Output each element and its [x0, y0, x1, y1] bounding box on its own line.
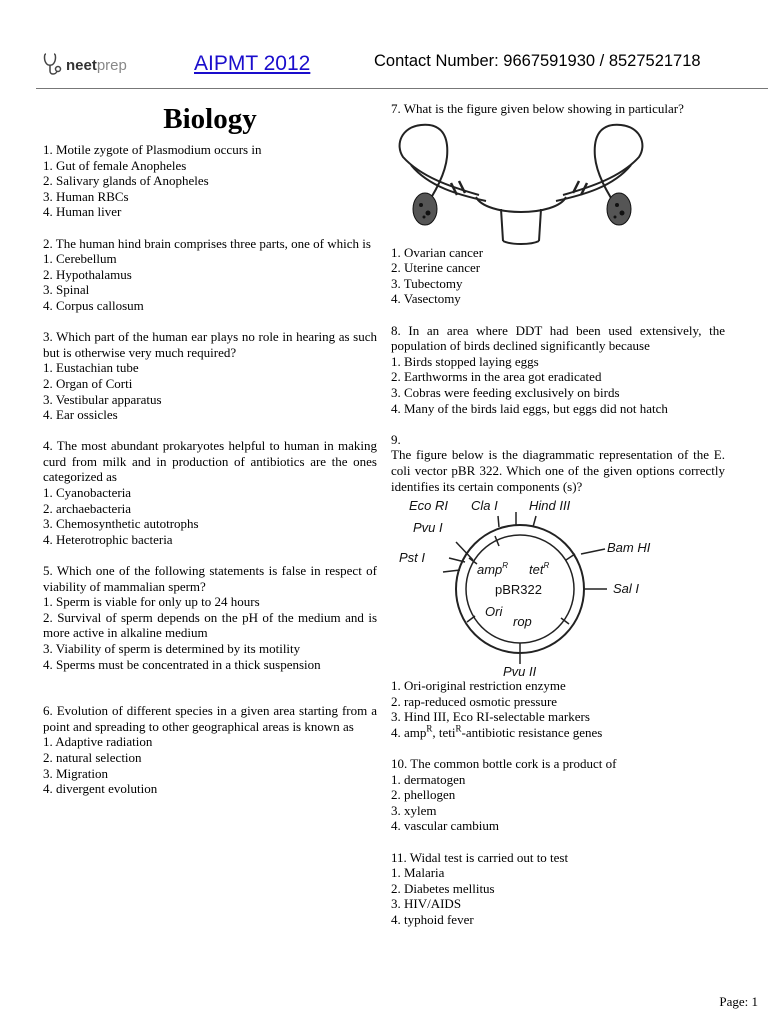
question-7	[391, 101, 725, 307]
option: 3. Hind III, Eco RI-selectable markers	[391, 709, 590, 725]
pvu-i-label: Pvu I	[413, 520, 443, 536]
question-stem: 8. In an area where DDT had been used extensively, the population of birds declined significantly because	[391, 322, 725, 354]
question-stem: 4. The most abundant prokaryotes helpful to human in making curd from milk and in production of antibiotics are the ones categorized as	[43, 438, 377, 485]
question-2	[43, 236, 377, 314]
option: 4. vascular cambium	[391, 818, 499, 834]
option: 2. Survival of sperm depends on the pH of the medium and is more active in alkaline medium	[43, 609, 377, 641]
header-divider	[36, 88, 768, 89]
question-stem: 11. Widal test is carried out to test	[391, 849, 569, 865]
option: 1. Ori-original restriction enzyme	[391, 678, 566, 694]
logo-text: neetprep	[66, 56, 127, 74]
question-9	[391, 432, 725, 741]
option: 2. Salivary glands of Anopheles	[43, 173, 209, 189]
option: 4. typhoid fever	[391, 912, 474, 927]
option: 3. Human RBCs	[43, 188, 129, 204]
option: 2. rap-reduced osmotic pressure	[391, 693, 558, 709]
pbr322-figure	[391, 494, 681, 678]
contact-number: Contact Number: 9667591930 / 8527521718	[374, 52, 701, 70]
option: 3. xylem	[391, 802, 437, 818]
option: 2. Uterine cancer	[391, 260, 481, 276]
option: 1. Malaria	[391, 865, 445, 881]
cla-i-label: Cla I	[471, 498, 498, 514]
tet-label: tet$^R$	[529, 561, 550, 578]
amp-label: amp$^R$	[477, 561, 509, 578]
subject-title: Biology	[163, 103, 257, 135]
option: 1. Gut of female Anopheles	[43, 157, 187, 173]
question-stem: 6. Evolution of different species in a given area starting from a point and spreading to other geographical areas is known as	[43, 703, 377, 734]
question-1	[43, 142, 377, 220]
option: 1. dermatogen	[391, 771, 466, 787]
tubectomy-figure	[391, 117, 651, 245]
option: 1. Cyanobacteria	[43, 485, 132, 501]
option: 1. Birds stopped laying eggs	[391, 353, 539, 369]
option: 2. Hypothalamus	[43, 266, 132, 282]
option: 1. Eustachian tube	[43, 360, 139, 376]
question-10	[391, 756, 725, 834]
option: 4. Human liver	[43, 204, 122, 220]
page-header	[0, 0, 768, 90]
option: 3. Migration	[43, 765, 108, 781]
option: 2. Diabetes mellitus	[391, 880, 495, 896]
option: 1. Ovarian cancer	[391, 244, 484, 260]
plasmid-name-label: pBR322	[495, 582, 542, 598]
option: 3. Chemosynthetic autotrophs	[43, 516, 199, 532]
eco-ri-label: Eco RI	[409, 498, 449, 514]
question-11	[391, 850, 725, 928]
question-stem: 2. The human hind brain comprises three parts, one of which is	[43, 235, 371, 251]
option: 3. Vestibular apparatus	[43, 391, 162, 407]
question-4	[43, 438, 377, 547]
option: 1. Cerebellum	[43, 251, 117, 267]
option: 2. Earthworms in the area got eradicated	[391, 369, 602, 385]
pst-i-label: Pst I	[399, 550, 426, 566]
option: 3. Viability of sperm is determined by its motility	[43, 641, 301, 656]
option: 2. archaebacteria	[43, 500, 132, 516]
pvu-ii-label: Pvu II	[503, 664, 537, 679]
option: 3. HIV/AIDS	[391, 896, 462, 912]
option: 4. Sperms must be concentrated in a thick suspension	[43, 656, 321, 672]
option: 3. Spinal	[43, 282, 90, 298]
option: 2. phellogen	[391, 787, 456, 803]
question-3	[43, 329, 377, 423]
option: 1. Adaptive radiation	[43, 734, 153, 750]
bam-hi-label: Bam HI	[607, 540, 651, 556]
question-6	[43, 703, 377, 797]
option: 4. Many of the birds laid eggs, but eggs did not hatch	[391, 400, 668, 416]
option: 4. divergent evolution	[43, 781, 158, 797]
rop-label: rop	[513, 614, 532, 630]
option: 4. Corpus callosum	[43, 297, 144, 313]
exam-title-link[interactable]: AIPMT 2012	[194, 52, 311, 75]
option: 4. amp$^R$, teti$^R$-antibiotic resistance genes	[391, 723, 603, 740]
question-8	[391, 323, 725, 417]
question-stem: 1. Motile zygote of Plasmodium occurs in	[43, 142, 262, 157]
question-stem: 7. What is the figure given below showing in particular?	[391, 101, 684, 116]
question-stem: 5. Which one of the following statements is false in respect of viability of mammalian sperm?	[43, 563, 377, 594]
option: 4. Ear ossicles	[43, 407, 118, 423]
stethoscope-icon	[42, 52, 64, 78]
question-stem: 10. The common bottle cork is a product of	[391, 756, 617, 772]
left-column	[43, 142, 377, 797]
option: 2. natural selection	[43, 749, 142, 765]
option: 3. Cobras were feeding exclusively on birds	[391, 384, 620, 400]
sal-i-label: Sal I	[613, 581, 640, 597]
option: 4. Vasectomy	[391, 291, 461, 307]
question-stem: 3. Which part of the human ear plays no role in hearing as such but is otherwise very much required?	[43, 329, 377, 360]
hind-iii-label: Hind III	[529, 498, 571, 514]
right-column	[391, 101, 725, 928]
ori-label: Ori	[485, 604, 503, 620]
page-number: Page: 1	[719, 994, 758, 1009]
option: 4. Heterotrophic bacteria	[43, 531, 173, 547]
question-5	[43, 563, 377, 672]
option: 3. Tubectomy	[391, 275, 463, 291]
option: 2. Organ of Corti	[43, 375, 133, 391]
question-stem: The figure below is the diagrammatic representation of the E. coli vector pBR 322. Which one of the given options correctly identifies its certain components (s)?	[391, 447, 725, 494]
neetprep-logo	[42, 50, 127, 80]
question-number: 9.	[391, 431, 401, 447]
option: 1. Sperm is viable for only up to 24 hours	[43, 594, 260, 610]
